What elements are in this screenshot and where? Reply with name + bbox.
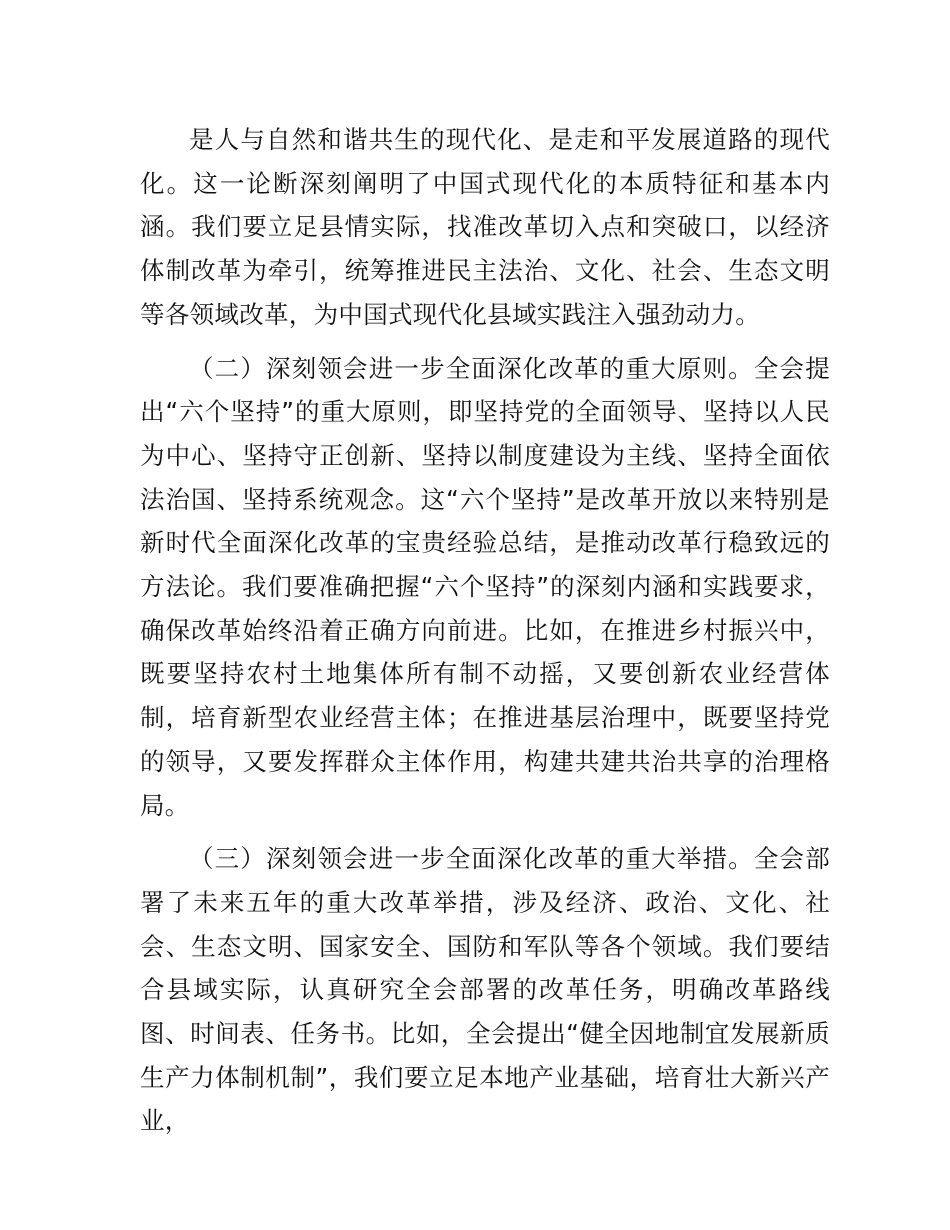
paragraph-continuation: 是人与自然和谐共生的现代化、是走和平发展道路的现代化。这一论断深刻阐明了中国式现代化的本质特征和基本内涵。我们要立足县情实际，找准改革切入点和突破口，以经济体制改革为牵引，统筹推进民主法治、文化、社会、生态文明等各领域改革，为中国式现代化县域实践注入强劲动力。 (140, 125, 830, 329)
paragraph-measures: （三）深刻领会进一步全面深化改革的重大举措。全会部署了未来五年的重大改革举措，涉及经济、政治、文化、社会、生态文明、国家安全、国防和军队等各个领域。我们要结合县域实际，认真研究全会部署的改革任务，明确改革路线图、时间表、任务书。比如，全会提出“健全因地制宜发展新质生产力体制机制”，我们要立足本地产业基础，培育壮大新兴产业， (140, 844, 830, 1136)
paragraph-principles: （二）深刻领会进一步全面深化改革的重大原则。全会提出“六个坚持”的重大原则，即坚持党的全面领导、坚持以人民为中心、坚持守正创新、坚持以制度建设为主线、坚持全面依法治国、坚持系统观念。这“六个坚持”是改革开放以来特别是新时代全面深化改革的宝贵经验总结，是推动改革行稳致远的方法论。我们要准确把握“六个坚持”的深刻内涵和实践要求，确保改革始终沿着正确方向前进。比如，在推进乡村振兴中，既要坚持农村土地集体所有制不动摇，又要创新农业经营体制，培育新型农业经营主体；在推进基层治理中，既要坚持党的领导，又要发挥群众主体作用，构建共建共治共享的治理格局。 (140, 353, 830, 820)
document-body (140, 118, 830, 1153)
